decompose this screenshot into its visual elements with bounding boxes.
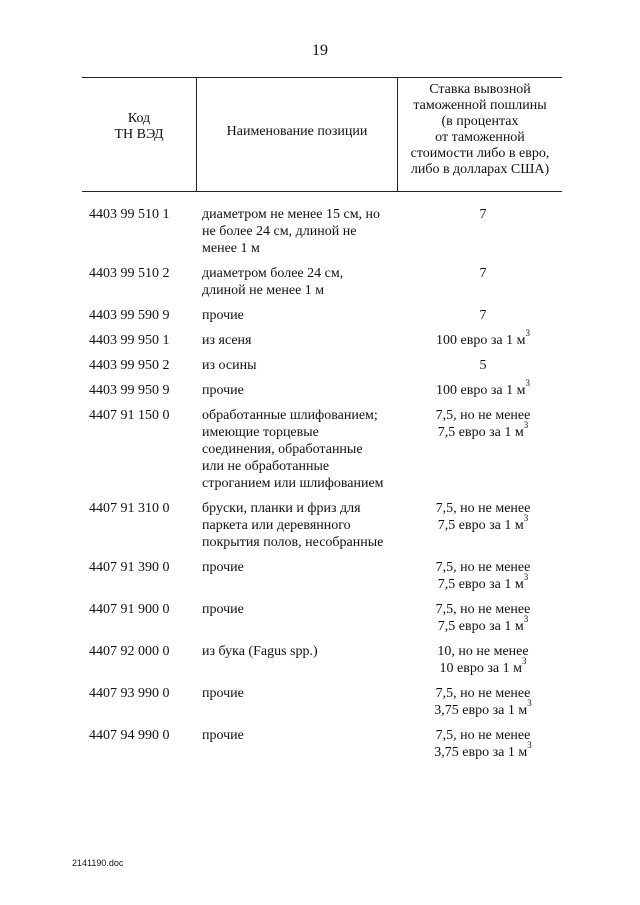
row-rate-text: 7,5 евро за 1 м xyxy=(437,425,524,440)
cubic-superscript: 3 xyxy=(523,614,529,625)
row-name-line: из ясеня xyxy=(202,333,252,348)
row-rate-line xyxy=(404,685,562,702)
header-rate-line: Ставка вывозной xyxy=(429,82,531,97)
row-code: 4407 93 990 0 xyxy=(89,686,170,701)
row-rate xyxy=(398,500,562,551)
header-code-line: ТН ВЭД xyxy=(114,127,164,142)
row-name-line: имеющие торцевые xyxy=(202,425,319,440)
row-rate-text: 7,5 евро за 1 м xyxy=(437,619,524,634)
cubic-superscript: 3 xyxy=(527,698,532,709)
row-rate-line xyxy=(404,559,562,576)
row-name xyxy=(196,601,398,635)
row-name-line: из бука (Fagus spp.) xyxy=(202,644,318,659)
row-rate xyxy=(398,206,562,257)
page-number: 19 xyxy=(312,42,328,59)
row-name-line: длиной не менее 1 м xyxy=(202,283,325,298)
header-rate xyxy=(398,82,562,178)
table-row xyxy=(82,643,562,677)
row-name xyxy=(196,307,398,324)
table-row xyxy=(82,601,562,635)
row-code: 4403 99 510 2 xyxy=(89,266,170,281)
header-code xyxy=(82,111,196,143)
row-name-line: прочие xyxy=(202,728,244,743)
row-rate-text: 5 xyxy=(479,358,487,373)
row-code: 4403 99 950 2 xyxy=(89,358,170,373)
row-rate xyxy=(398,643,562,677)
row-name-line: паркета или деревянного xyxy=(202,518,351,533)
row-name-line: прочие xyxy=(202,686,244,701)
row-rate-text: 7,5 евро за 1 м xyxy=(437,518,524,533)
cubic-superscript: 3 xyxy=(523,420,529,431)
row-rate xyxy=(398,727,562,761)
row-name-line: прочие xyxy=(202,560,244,575)
table-row xyxy=(82,727,562,761)
row-code: 4407 91 900 0 xyxy=(89,602,170,617)
row-rate-line xyxy=(404,740,562,761)
row-code: 4403 99 950 9 xyxy=(89,383,170,398)
table-row xyxy=(82,307,562,324)
row-rate-line xyxy=(404,656,562,677)
cubic-superscript: 3 xyxy=(523,572,529,583)
row-rate-text: 10 евро за 1 м xyxy=(439,661,522,676)
row-rate xyxy=(398,357,562,374)
row-name xyxy=(196,206,398,257)
row-code: 4407 94 990 0 xyxy=(89,728,170,743)
row-code: 4403 99 590 9 xyxy=(89,308,170,323)
row-name-line: бруски, планки и фриз для xyxy=(202,501,361,516)
row-name-line: не более 24 см, длиной не xyxy=(202,224,357,239)
row-name-line: покрытия полов, несобранные xyxy=(202,535,384,550)
row-name xyxy=(196,357,398,374)
row-rate xyxy=(398,265,562,299)
row-rate-text: 7,5, но не менее xyxy=(435,686,531,701)
table-row xyxy=(82,685,562,719)
row-name-line: диаметром более 24 см, xyxy=(202,266,344,281)
row-rate-line xyxy=(404,420,562,441)
row-rate-text: 7,5, но не менее xyxy=(435,728,531,743)
table-row xyxy=(82,265,562,299)
row-rate-line xyxy=(404,601,562,618)
row-rate-text: 100 евро за 1 м xyxy=(436,333,526,348)
table-row xyxy=(82,378,562,399)
tariff-table xyxy=(82,77,562,769)
table-row xyxy=(82,357,562,374)
row-rate xyxy=(398,407,562,492)
row-rate-line xyxy=(404,727,562,744)
row-code: 4407 91 150 0 xyxy=(89,408,170,423)
row-rate xyxy=(398,328,562,349)
header-rate-line: либо в долларах США) xyxy=(410,162,550,177)
row-name xyxy=(196,500,398,551)
header-rate-line: (в процентах xyxy=(441,114,519,129)
row-name-line: менее 1 м xyxy=(202,241,260,256)
cubic-superscript: 3 xyxy=(527,740,532,751)
table-body xyxy=(82,206,562,761)
cubic-superscript: 3 xyxy=(523,513,529,524)
row-name-line: из осины xyxy=(202,358,257,373)
row-rate-line xyxy=(404,328,562,349)
row-rate-line xyxy=(404,357,562,374)
row-rate-text: 7 xyxy=(479,207,487,222)
row-code: 4403 99 950 1 xyxy=(89,333,170,348)
cubic-superscript: 3 xyxy=(525,328,530,339)
row-code: 4407 92 000 0 xyxy=(89,644,170,659)
table-row xyxy=(82,407,562,492)
row-rate-text: 100 евро за 1 м xyxy=(436,383,526,398)
row-name-line: или не обработанные xyxy=(202,459,330,474)
row-name xyxy=(196,382,398,399)
row-rate-text: 10, но не менее xyxy=(437,644,529,659)
row-rate-line xyxy=(404,698,562,719)
row-rate xyxy=(398,685,562,719)
row-rate xyxy=(398,378,562,399)
cubic-superscript: 3 xyxy=(525,378,530,389)
row-rate xyxy=(398,307,562,324)
row-name xyxy=(196,265,398,299)
table-row xyxy=(82,559,562,593)
row-rate-line xyxy=(404,378,562,399)
row-rate-text: 7 xyxy=(479,308,487,323)
row-rate-line xyxy=(404,500,562,517)
row-rate-text: 7,5 евро за 1 м xyxy=(437,577,524,592)
row-rate-text: 7,5, но не менее xyxy=(435,602,531,617)
row-name xyxy=(196,643,398,677)
row-name-line: строганием или шлифованием xyxy=(202,476,384,491)
table-row xyxy=(82,500,562,551)
cubic-superscript: 3 xyxy=(521,656,527,667)
header-rate-line: таможенной пошлины xyxy=(413,98,547,113)
row-code: 4407 91 390 0 xyxy=(89,560,170,575)
row-name-line: прочие xyxy=(202,383,244,398)
row-rate-line xyxy=(404,307,562,324)
row-name-line: прочие xyxy=(202,308,244,323)
table-row xyxy=(82,206,562,257)
row-rate-line xyxy=(404,643,562,660)
row-rate-line xyxy=(404,407,562,424)
row-name xyxy=(196,332,398,349)
row-rate-text: 3,75 евро за 1 м xyxy=(434,703,528,718)
row-name xyxy=(196,685,398,719)
row-name-line: диаметром не менее 15 см, но xyxy=(202,207,381,222)
row-name-line: прочие xyxy=(202,602,244,617)
row-rate-line xyxy=(404,513,562,534)
row-rate-text: 7 xyxy=(479,266,487,281)
document-filename: 2141190.doc xyxy=(72,858,124,868)
row-code: 4407 91 310 0 xyxy=(89,501,170,516)
row-rate-line xyxy=(404,572,562,593)
header-rate-line: стоимости либо в евро, xyxy=(410,146,550,161)
row-name xyxy=(196,727,398,761)
row-name xyxy=(196,407,398,492)
row-rate-line xyxy=(404,206,562,223)
row-rate xyxy=(398,601,562,635)
row-name-line: соединения, обработанные xyxy=(202,442,363,457)
row-name xyxy=(196,559,398,593)
row-rate-text: 7,5, но не менее xyxy=(435,560,531,575)
row-rate xyxy=(398,559,562,593)
row-rate-text: 7,5, но не менее xyxy=(435,408,531,423)
table-header xyxy=(82,77,562,192)
header-name: Наименование позиции xyxy=(226,124,368,139)
row-rate-line xyxy=(404,265,562,282)
row-rate-line xyxy=(404,614,562,635)
row-name-line: обработанные шлифованием; xyxy=(202,408,378,423)
table-row xyxy=(82,328,562,349)
row-rate-text: 3,75 евро за 1 м xyxy=(434,745,528,760)
header-code-line: Код xyxy=(127,111,151,126)
header-rate-line: от таможенной xyxy=(435,130,525,145)
row-code: 4403 99 510 1 xyxy=(89,207,170,222)
row-rate-text: 7,5, но не менее xyxy=(435,501,531,516)
